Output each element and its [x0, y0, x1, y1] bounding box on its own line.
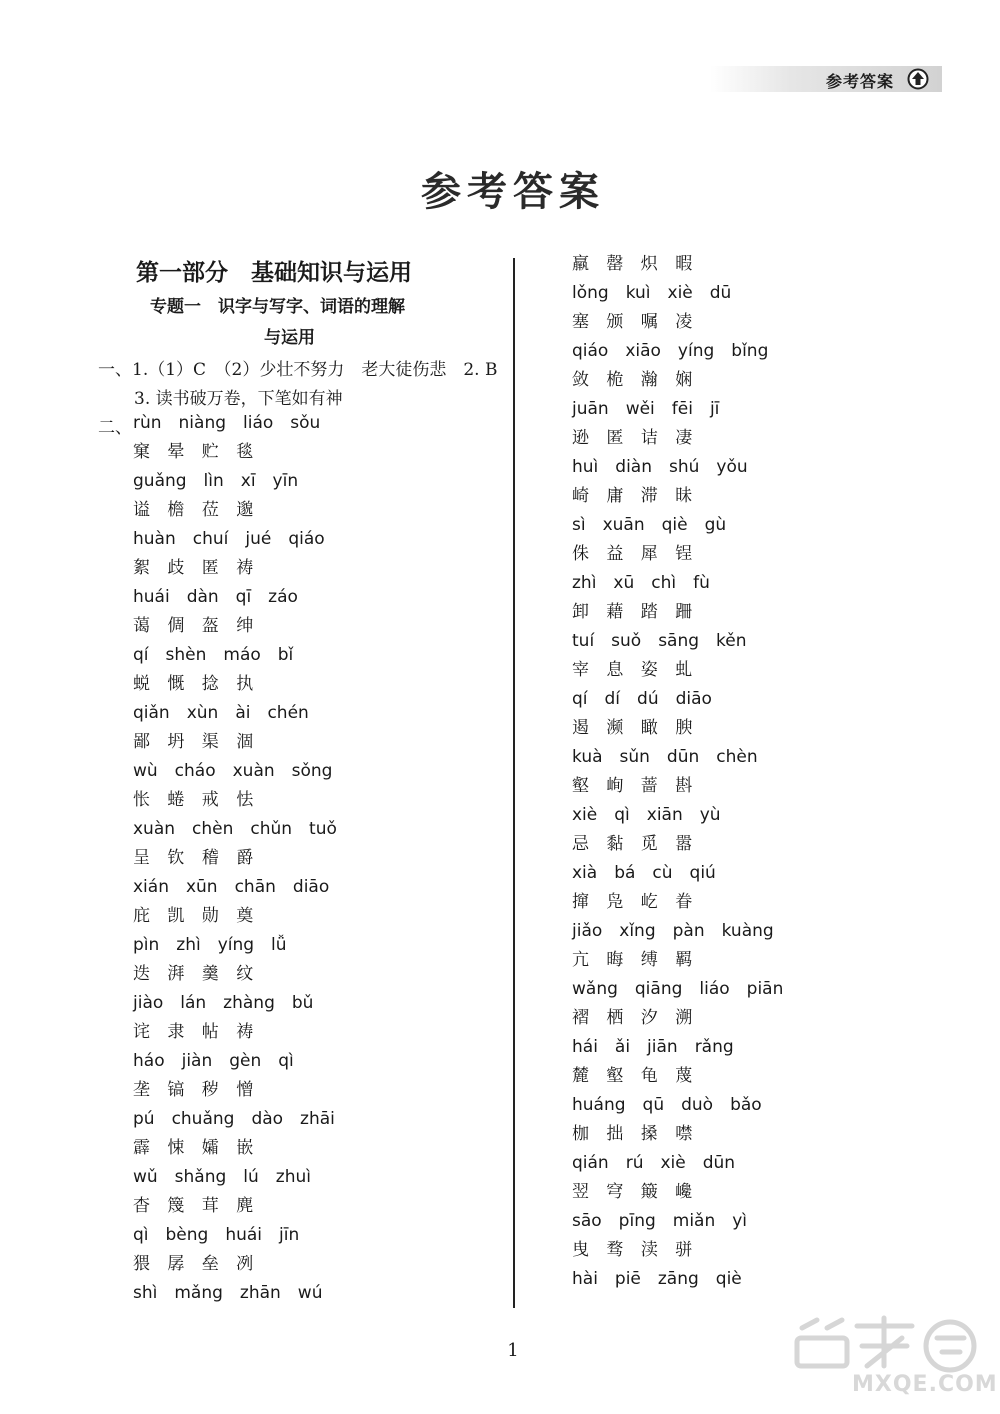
list-item: 杳 篾 茸 麂: [133, 1196, 260, 1216]
list-item: 壑 峋 蔷 斟: [572, 776, 699, 796]
answer-q1-line1: 一、1.（1）C （2）少壮不努力 老大徒伤悲 2. B: [98, 360, 498, 380]
list-item: 呈 钦 稽 爵: [133, 848, 260, 868]
list-item: jiǎo xǐng pàn kuàng: [572, 921, 774, 941]
list-item: 谥 檐 莅 邈: [133, 500, 260, 520]
list-item: 窠 晕 贮 毯: [133, 442, 260, 462]
list-item: juān wěi fēi jī: [572, 399, 720, 419]
list-item: háo jiàn gèn qì: [133, 1051, 294, 1071]
page-number: 1: [507, 1340, 519, 1361]
list-item: pìn zhì yíng lǚ: [133, 935, 287, 955]
list-item: qiǎn xùn ài chén: [133, 703, 309, 723]
list-item: qí dí dú diāo: [572, 689, 712, 709]
list-item: xià bá cù qiú: [572, 863, 716, 883]
list-item: 垄 镐 秽 憎: [133, 1080, 260, 1100]
answer-q2-marker: 二、: [98, 418, 132, 438]
list-item: hái ǎi jiān rǎng: [572, 1037, 734, 1057]
list-item: 庇 凯 勋 奠: [133, 906, 260, 926]
list-item: huái dàn qī záo: [133, 587, 298, 607]
list-item: 迭 湃 羹 纹: [133, 964, 260, 984]
list-item: shì mǎng zhān wú: [133, 1283, 323, 1303]
list-item: wǎng qiāng liáo piān: [572, 979, 784, 999]
list-item: 撺 凫 屹 眷: [572, 892, 699, 912]
list-item: 猥 孱 垒 冽: [133, 1254, 260, 1274]
list-item: 卸 藉 踏 跚: [572, 602, 699, 622]
list-item: 絮 歧 匿 祷: [133, 558, 260, 578]
list-item: 曳 骛 渎 骈: [572, 1240, 699, 1260]
list-item: 蜕 慨 捻 执: [133, 674, 260, 694]
topic-title: 专题一 识字与写字、词语的理解: [150, 297, 405, 317]
topic-title-continued: 与运用: [264, 328, 315, 348]
watermark-text: MXQE.COM: [852, 1372, 998, 1397]
list-item: hài piē zāng qiè: [572, 1269, 742, 1289]
list-item: 敛 桅 瀚 娴: [572, 370, 699, 390]
list-item: 忌 黏 觅 嚣: [572, 834, 699, 854]
up-arrow-circle-icon: [907, 68, 929, 90]
list-item: wǔ shǎng lú zhuì: [133, 1167, 311, 1187]
list-item: 侏 益 犀 锃: [572, 544, 699, 564]
list-item: guǎng lìn xī yīn: [133, 471, 299, 491]
list-item: lǒng kuì xiè dū: [572, 283, 732, 303]
answer-q1-line2: 3. 读书破万卷，下笔如有神: [134, 389, 343, 409]
list-item: 鄙 坍 渠 涸: [133, 732, 260, 752]
list-item: rùn niàng liáo sǒu: [133, 413, 321, 433]
list-item: 逊 匿 诘 凄: [572, 428, 699, 448]
list-item: 遏 濒 瞰 腴: [572, 718, 699, 738]
list-item: 蔼 倜 盔 绅: [133, 616, 260, 636]
list-item: 宰 息 姿 虬: [572, 660, 699, 680]
list-item: huáng qū duò bǎo: [572, 1095, 762, 1115]
list-item: xián xūn chān diāo: [133, 877, 330, 897]
list-item: jiào lán zhàng bǔ: [133, 993, 314, 1013]
list-item: huàn chuí jué qiáo: [133, 529, 325, 549]
list-item: qí shèn máo bǐ: [133, 645, 294, 665]
list-item: sì xuān qiè gù: [572, 515, 727, 535]
page-title: 参考答案: [421, 168, 605, 215]
list-item: 麓 壑 龟 蔑: [572, 1066, 699, 1086]
list-item: xiè qì xiān yù: [572, 805, 721, 825]
list-item: wù cháo xuàn sǒng: [133, 761, 333, 781]
part-title: 第一部分 基础知识与运用: [136, 259, 412, 286]
list-item: kuà sǔn dūn chèn: [572, 747, 758, 767]
list-item: 褶 栖 汐 溯: [572, 1008, 699, 1028]
list-item: 怅 蜷 戒 怯: [133, 790, 260, 810]
header-label: 参考答案: [826, 72, 895, 91]
list-item: qián rú xiè dūn: [572, 1153, 736, 1173]
list-item: 塞 颁 嘱 凌: [572, 312, 699, 332]
list-item: pú chuǎng dào zhāi: [133, 1109, 335, 1129]
list-item: tuí suǒ sāng kěn: [572, 631, 747, 651]
list-item: sāo pīng miǎn yì: [572, 1211, 748, 1231]
list-item: 霹 悚 孀 嵌: [133, 1138, 260, 1158]
list-item: qì bèng huái jīn: [133, 1225, 300, 1245]
list-item: 诧 隶 帖 祷: [133, 1022, 260, 1042]
list-item: qiáo xiāo yíng bǐng: [572, 341, 769, 361]
list-item: 羸 罄 炽 暇: [572, 254, 699, 274]
list-item: 亢 晦 缚 羁: [572, 950, 699, 970]
list-item: zhì xū chì fù: [572, 573, 710, 593]
list-item: 崎 庸 滞 昧: [572, 486, 699, 506]
column-divider: [513, 258, 515, 1308]
list-item: huì diàn shú yǒu: [572, 457, 748, 477]
list-item: 翌 穹 簸 巉: [572, 1182, 699, 1202]
list-item: 枷 拙 搡 噤: [572, 1124, 699, 1144]
list-item: xuàn chèn chǔn tuǒ: [133, 819, 337, 839]
